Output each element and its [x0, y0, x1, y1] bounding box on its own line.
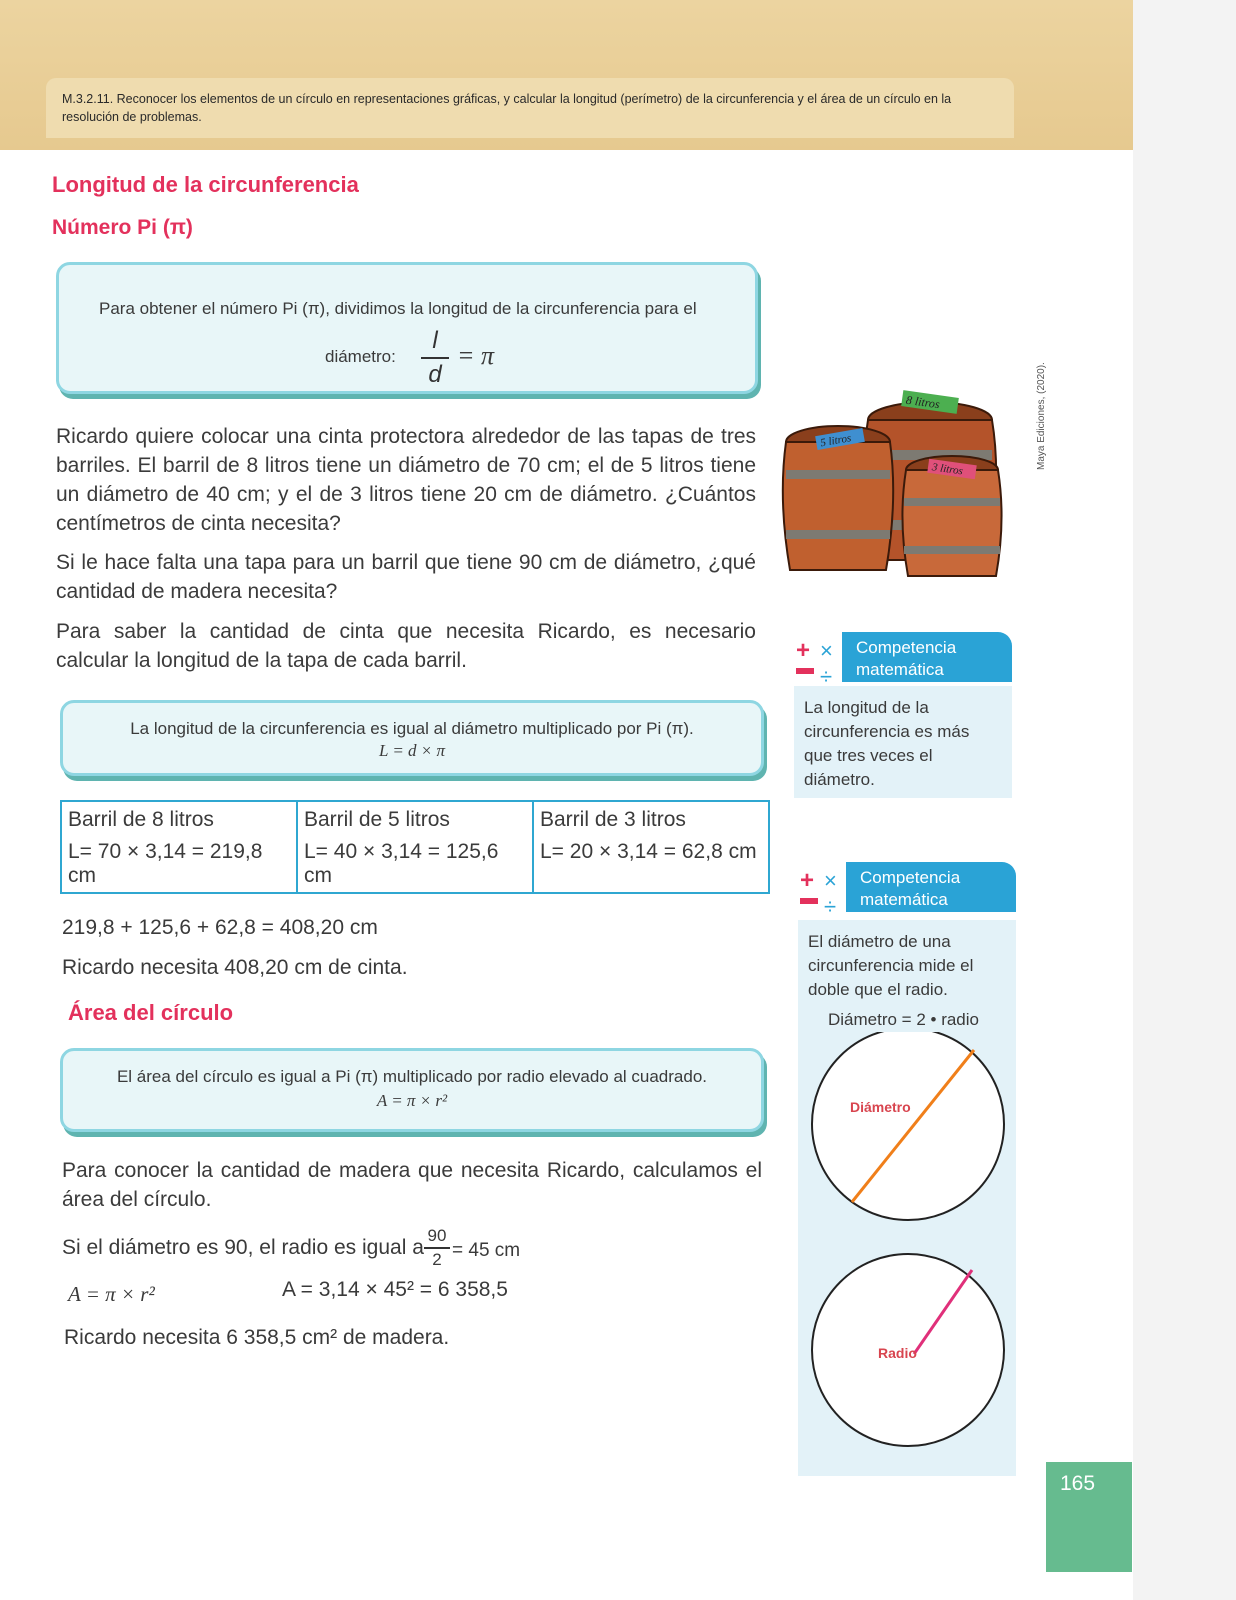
page-number: 165 — [1060, 1472, 1096, 1495]
method-paragraph: Para saber la cantidad de cinta que necesita Ricardo, es necesario calcular la longitud de la tapa de cada barril. — [56, 620, 756, 672]
radius-denominator: 2 — [432, 1249, 442, 1269]
pi-label: diámetro: — [325, 347, 396, 366]
learning-objective: M.3.2.11. Reconocer los elementos de un círculo en representaciones gráficas, y calcular la longitud (perímetro) de la circunferencia y el área de un círculo en la resolución de problemas. — [46, 78, 1014, 138]
competencia-text: La longitud de la circunferencia es más que tres veces el diámetro. — [794, 686, 1012, 798]
svg-text:+: + — [800, 867, 815, 894]
table-row — [61, 801, 769, 893]
radius-text: Si el diámetro es 90, el radio es igual a — [62, 1236, 424, 1259]
svg-text:÷: ÷ — [820, 664, 833, 686]
image-credit: Maya Ediciones, (2020). — [1036, 362, 1047, 470]
barrel-3-litros — [902, 456, 1001, 576]
pi-definition-box — [56, 262, 758, 394]
cell-title: Barril de 5 litros — [304, 808, 450, 831]
diameter-formula: Diámetro = 2 • radio — [828, 1010, 979, 1029]
competencia-subtitle: matemática — [856, 660, 944, 679]
svg-text:×: × — [820, 638, 833, 663]
competencia-subtitle: matemática — [860, 890, 948, 909]
section-title-area: Área del círculo — [68, 1000, 234, 1025]
length-definition-box — [60, 700, 764, 776]
competencia-title: Competencia — [856, 638, 957, 657]
table-cell — [297, 801, 533, 893]
sum-line: 219,8 + 125,6 + 62,8 = 408,20 cm — [62, 916, 378, 939]
problem-question: Si le hace falta una tapa para un barril que tiene 90 cm de diámetro, ¿qué cantidad de madera necesita? — [56, 551, 756, 603]
barrel-5-litros — [783, 426, 893, 570]
pi-fraction — [421, 327, 449, 389]
radius-circle — [812, 1254, 1004, 1446]
cell-title: Barril de 3 litros — [540, 808, 686, 831]
svg-text:÷: ÷ — [824, 894, 837, 916]
pi-numerator: l — [432, 327, 438, 354]
length-formula: L = d × π — [378, 741, 446, 760]
competencia-header — [842, 632, 1012, 682]
pi-definition-text: Para obtener el número Pi (π), dividimos la longitud de la circunferencia para el — [99, 299, 697, 318]
barrel-label-5: 5 litros — [819, 432, 853, 450]
svg-text:×: × — [824, 868, 837, 893]
area-method-paragraph: Para conocer la cantidad de madera que necesita Ricardo, calculamos el área del círculo. — [62, 1159, 762, 1211]
pi-denominator: d — [428, 361, 442, 388]
diameter-circle — [812, 1032, 1004, 1220]
fraction-bar — [421, 357, 449, 359]
table-cell — [61, 801, 297, 893]
radius-fraction — [424, 1226, 450, 1270]
barrel-length-table — [60, 800, 770, 894]
barrel-label-8: 8 litros — [905, 392, 941, 412]
tape-result: Ricardo necesita 408,20 cm de cinta. — [62, 956, 408, 979]
area-definition-box — [60, 1048, 764, 1132]
table-cell — [533, 801, 769, 893]
competencia-header — [846, 862, 1016, 912]
area-formula-box: A = π × r² — [376, 1091, 448, 1110]
area-calculation: A = 3,14 × 45² = 6 358,5 — [282, 1278, 508, 1301]
area-definition-text: El área del círculo es igual a Pi (π) multiplicado por radio elevado al cuadrado. — [116, 1067, 708, 1086]
wood-result: Ricardo necesita 6 358,5 cm² de madera. — [64, 1326, 450, 1349]
math-operations-icon — [794, 634, 846, 686]
problem-paragraph: Ricardo quiere colocar una cinta protectora alrededor de las tapas de tres barriles. El barril de 8 litros tiene un diámetro de 70 cm; el de 5 litros tiene un diámetro de 40 cm; y el de 3 litros tiene 20 cm de diámetro. ¿Cuántos centímetros de cinta necesita? — [56, 425, 756, 535]
radius-numerator: 90 — [427, 1226, 447, 1245]
cell-calc: L= 70 × 3,14 = 219,8 cm — [68, 840, 263, 887]
cell-title: Barril de 8 litros — [68, 808, 214, 831]
diameter-label: Diámetro — [850, 1099, 911, 1115]
math-operations-icon — [798, 864, 850, 916]
cell-calc: L= 40 × 3,14 = 125,6 cm — [304, 840, 499, 887]
cell-calc: L= 20 × 3,14 = 62,8 cm — [540, 840, 757, 863]
area-formula: A = π × r² — [68, 1282, 155, 1306]
length-definition-text: La longitud de la circunferencia es igual al diámetro multiplicado por Pi (π). — [130, 719, 694, 738]
barrel-label-3: 3 litros — [931, 461, 964, 478]
barrels-illustration — [780, 380, 1020, 590]
section-title-longitud: Longitud de la circunferencia — [52, 172, 359, 197]
fraction-bar — [424, 1247, 450, 1249]
circle-diagrams — [808, 1032, 1008, 1462]
svg-text:+: + — [796, 637, 811, 664]
competencia-title: Competencia — [860, 868, 961, 887]
competencia-body — [798, 920, 1016, 1476]
radius-result: = 45 cm — [452, 1240, 521, 1261]
pi-equals: = π — [457, 341, 495, 370]
competencia-text: El diámetro de una circunferencia mide el doble que el radio. — [808, 932, 974, 999]
section-title-pi: Número Pi (π) — [52, 216, 193, 239]
radius-label: Radio — [878, 1345, 917, 1361]
page-margin — [1133, 0, 1236, 1600]
